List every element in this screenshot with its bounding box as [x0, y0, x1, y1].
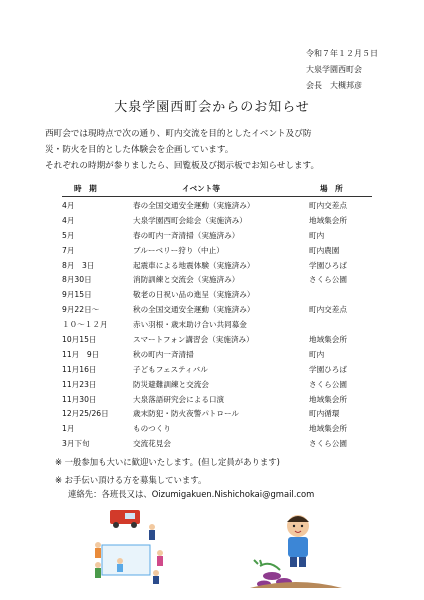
event-period: 8月 3日: [62, 260, 95, 270]
event-period: 12月25/26日: [62, 409, 109, 419]
table-row: [62, 288, 372, 303]
table-body: [62, 199, 372, 452]
event-place: さくら公園: [309, 275, 347, 285]
header-place: 場 所: [320, 184, 343, 193]
event-period: 11月16日: [62, 364, 97, 374]
event-period: 5月: [62, 230, 75, 240]
event-name: 大泉学園西町会総会（実施済み）: [133, 215, 247, 225]
event-period: 8月30日: [62, 275, 92, 285]
event-place: さくら公園: [309, 379, 347, 389]
table-row: [62, 318, 372, 333]
date: 令和７年１２月５日: [306, 49, 378, 58]
table-row: [62, 259, 372, 274]
table-row: [62, 363, 372, 378]
intro-text: [45, 126, 390, 174]
organization-name: 大泉学園西町会: [306, 65, 362, 74]
notes: [55, 453, 280, 489]
event-place: 町内: [309, 349, 325, 359]
event-period: 4月: [62, 201, 75, 210]
table-row: [62, 199, 372, 214]
event-period: 9月22日～: [62, 305, 100, 315]
intro-line-3: それぞれの時期が参りましたら、回覧板及び掲示板でお知らせします。: [45, 161, 320, 171]
event-place: 学園ひろば: [309, 260, 347, 270]
event-place: 地域集会所: [309, 215, 347, 225]
event-period: 7月: [62, 245, 75, 255]
event-name: 春の町内一斉清掃（実施済み）: [133, 230, 240, 240]
table-row: [62, 422, 372, 437]
event-place: 学園ひろば: [309, 364, 347, 374]
table-row: [62, 273, 372, 288]
table-row: [62, 407, 372, 422]
event-period: 3月下旬: [62, 439, 90, 449]
event-place: 町内交差点: [309, 201, 347, 210]
event-name: 大泉落語研究会による口演: [133, 394, 225, 404]
event-name: 春の全国交通安全運動（実施済み）: [133, 201, 255, 210]
intro-line-2: 災・防火を目的とした体験会を企画しています。: [45, 145, 234, 155]
table-row: [62, 393, 372, 408]
event-period: 11月 9日: [62, 349, 100, 359]
event-name: 秋の全国交通安全運動（実施済み）: [133, 305, 255, 315]
table-row: [62, 378, 372, 393]
event-name: 子どもフェスティバル: [133, 364, 208, 374]
page-title: 大泉学園西町会からのお知らせ: [114, 100, 310, 115]
event-name: スマートフォン講習会（実施済み）: [133, 335, 254, 345]
header-divider: [62, 196, 372, 197]
event-period: 11月30日: [62, 394, 97, 404]
event-place: 町内: [309, 230, 325, 240]
table-row: [62, 333, 372, 348]
event-name: ものつくり: [133, 424, 171, 434]
event-name: 秋の町内一斉清掃: [133, 349, 194, 359]
header-event: イベント等: [182, 184, 220, 193]
event-place: 地域集会所: [309, 424, 347, 434]
president-name: 会長 大槻邦彦: [306, 81, 362, 90]
fire-drill-illustration: [90, 505, 175, 585]
table-row: [62, 214, 372, 229]
fire-truck-icon: [110, 510, 140, 528]
contact-line: 連絡先：各班長又は、Oizumigakuen.Nishichokai@gmail.com: [68, 489, 315, 499]
event-period: １０～１２月: [62, 320, 108, 330]
child-icon: [287, 515, 309, 567]
table-row: [62, 348, 372, 363]
table-row: [62, 229, 372, 244]
event-place: 町内農園: [309, 245, 340, 255]
event-period: 10月15日: [62, 335, 97, 345]
event-place: さくら公園: [309, 439, 347, 449]
event-name: 敬老の日祝い品の進呈（実施済み）: [133, 290, 255, 300]
event-period: 9月15日: [62, 290, 92, 300]
event-place: 町内交差点: [309, 305, 347, 315]
document-header: [306, 46, 378, 94]
event-name: ブルーベリー狩り（中止）: [133, 245, 224, 255]
harvest-child-illustration: [250, 510, 342, 590]
header-period: 時 期: [74, 184, 97, 193]
intro-line-1: 西町会では現時点で次の通り、町内交流を目的としたイベント及び防: [45, 129, 312, 139]
note-volunteers: ※ お手伝い頂ける方を募集しています。: [55, 475, 207, 485]
firefighter-icon: [149, 524, 155, 540]
mat-icon: [102, 545, 150, 575]
event-place: 町内循環: [309, 409, 340, 419]
note-welcome: ※ 一般参加も大いに歓迎いたします。(但し定員があります): [55, 457, 280, 467]
event-period: 11月23日: [62, 379, 97, 389]
event-name: 歳末防犯・防火夜警パトロール: [133, 409, 240, 419]
event-name: 起震車による地震体験（実施済み）: [133, 260, 255, 270]
event-name: 赤い羽根・歳末助け合い共同募金: [133, 320, 247, 330]
table-header: [62, 182, 372, 197]
event-name: 消防訓練と交流会（実施済み）: [133, 275, 240, 285]
table-row: [62, 303, 372, 318]
event-place: 地域集会所: [309, 335, 347, 345]
event-period: 4月: [62, 215, 75, 225]
table-row: [62, 437, 372, 452]
event-place: 地域集会所: [309, 394, 347, 404]
event-name: 防災避難訓練と交流会: [133, 379, 209, 389]
event-period: 1月: [62, 424, 75, 434]
table-row: [62, 244, 372, 259]
event-name: 交流花見会: [133, 439, 171, 449]
event-table: [62, 182, 372, 452]
